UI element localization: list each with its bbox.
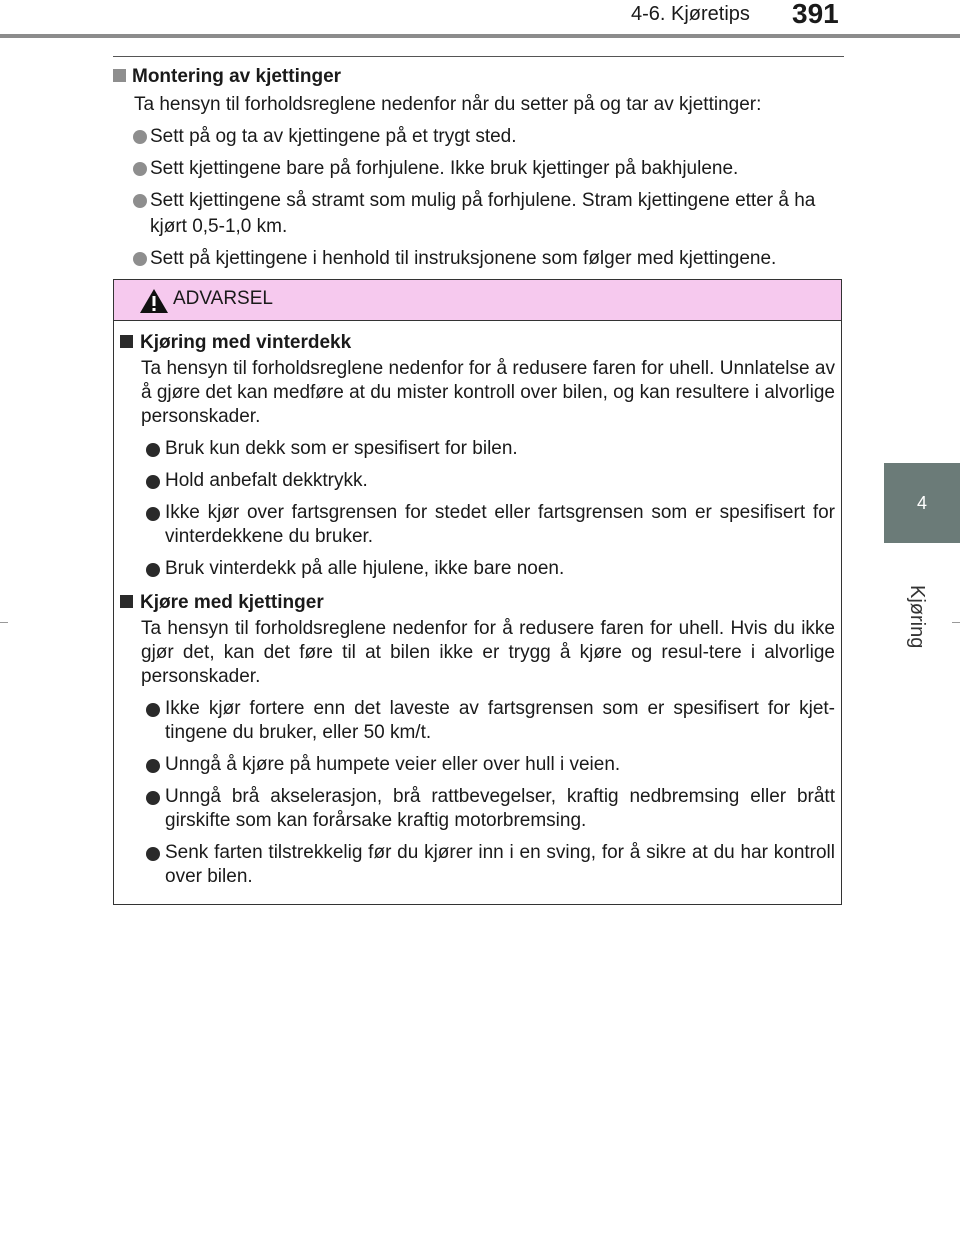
list-item <box>120 785 835 833</box>
list-item <box>113 246 848 272</box>
list-item <box>120 697 835 745</box>
bullet-text: Sett kjettingene bare på forhjulene. Ikke bruk kjettinger på bakhjulene. <box>150 158 739 179</box>
bullet-text: Bruk vinterdekk på alle hjulene, ikke bare noen. <box>165 558 565 579</box>
circle-bullet-icon <box>133 130 147 144</box>
content-rule <box>113 56 844 57</box>
chains-intro: Ta hensyn til forholdsreglene nedenfor for å redusere faren for uhell. Hvis du ikke gjør det, kan det føre til at bilen ikke er trygg å kjøre og resul-tere i alvorlige personskader. <box>141 618 835 687</box>
warning-box <box>113 279 842 905</box>
warning-triangle-icon <box>139 288 169 314</box>
list-item <box>120 469 835 493</box>
section-title: 4-6. Kjøretips <box>631 3 750 25</box>
chapter-tab <box>884 463 960 543</box>
list-item <box>120 557 835 581</box>
bullet-text: Ikke kjør fortere enn det laveste av fartsgrensen som er spesifisert for kjet-tingene du bruker, eller 50 km/t. <box>165 698 835 743</box>
winter-heading: Kjøring med vinterdekk <box>140 332 352 353</box>
winter-bullet-list <box>120 437 835 581</box>
circle-bullet-icon <box>146 507 160 521</box>
circle-bullet-icon <box>146 443 160 457</box>
square-bullet-icon <box>113 69 126 82</box>
circle-bullet-icon <box>146 847 160 861</box>
bullet-text: Hold anbefalt dekktrykk. <box>165 470 368 491</box>
mounting-intro: Ta hensyn til forholdsreglene nedenfor når du setter på og tar av kjettinger: <box>134 94 762 115</box>
circle-bullet-icon <box>133 162 147 176</box>
circle-bullet-icon <box>133 252 147 266</box>
square-bullet-icon <box>120 595 133 608</box>
circle-bullet-icon <box>146 703 160 717</box>
crop-mark-left <box>0 622 8 623</box>
section-heading <box>120 591 835 615</box>
bullet-text: Ikke kjør over fartsgrensen for stedet eller fartsgrensen som er spesifisert for vinterdekkene du bruker. <box>165 502 835 547</box>
page-number: 391 <box>792 0 839 29</box>
square-bullet-icon <box>120 335 133 348</box>
chapter-number: 4 <box>916 492 927 513</box>
warning-label: ADVARSEL <box>173 288 273 309</box>
winter-tires-block <box>114 331 841 581</box>
bullet-text: Bruk kun dekk som er spesifisert for bilen. <box>165 438 518 459</box>
crop-mark-right <box>952 622 960 623</box>
section-heading <box>120 331 835 355</box>
circle-bullet-icon <box>146 563 160 577</box>
list-item <box>120 437 835 461</box>
warning-header <box>114 280 841 321</box>
header-rule <box>0 34 960 38</box>
circle-bullet-icon <box>146 475 160 489</box>
section-heading <box>113 64 848 90</box>
list-item <box>113 124 848 150</box>
mounting-section <box>113 64 848 272</box>
chapter-label: Kjøring <box>906 585 928 649</box>
bullet-text: Senk farten tilstrekkelig før du kjører inn i en sving, for å sikre at du har kontroll over bilen. <box>165 842 835 887</box>
bullet-text: Sett på og ta av kjettingene på et trygt sted. <box>150 126 517 147</box>
circle-bullet-icon <box>146 759 160 773</box>
bullet-text: Sett på kjettingene i henhold til instruksjonene som følger med kjettingene. <box>150 248 777 269</box>
circle-bullet-icon <box>133 194 147 208</box>
bullet-text: Unngå brå akselerasjon, brå rattbevegelser, kraftig nedbremsing eller brått girskifte som kan forårsake kraftig motorbremsing. <box>165 786 835 831</box>
list-item <box>113 188 848 240</box>
bullet-text: Sett kjettingene så stramt som mulig på forhjulene. Stram kjettingene etter å ha kjørt 0,5-1,0 km. <box>150 190 816 237</box>
mounting-heading: Montering av kjettinger <box>132 66 342 87</box>
chains-bullet-list <box>120 697 835 889</box>
list-item <box>113 156 848 182</box>
list-item <box>120 753 835 777</box>
winter-intro: Ta hensyn til forholdsreglene nedenfor for å redusere faren for uhell. Unnlatelse av å gjøre det kan medføre at du mister kontroll over bilen, og kan resultere i alvorlige personskader. <box>141 358 835 427</box>
bullet-text: Unngå å kjøre på humpete veier eller over hull i veien. <box>165 754 621 775</box>
chains-block <box>114 591 841 889</box>
circle-bullet-icon <box>146 791 160 805</box>
chains-heading: Kjøre med kjettinger <box>140 592 324 613</box>
list-item <box>120 841 835 889</box>
mounting-bullet-list <box>113 124 848 272</box>
list-item <box>120 501 835 549</box>
